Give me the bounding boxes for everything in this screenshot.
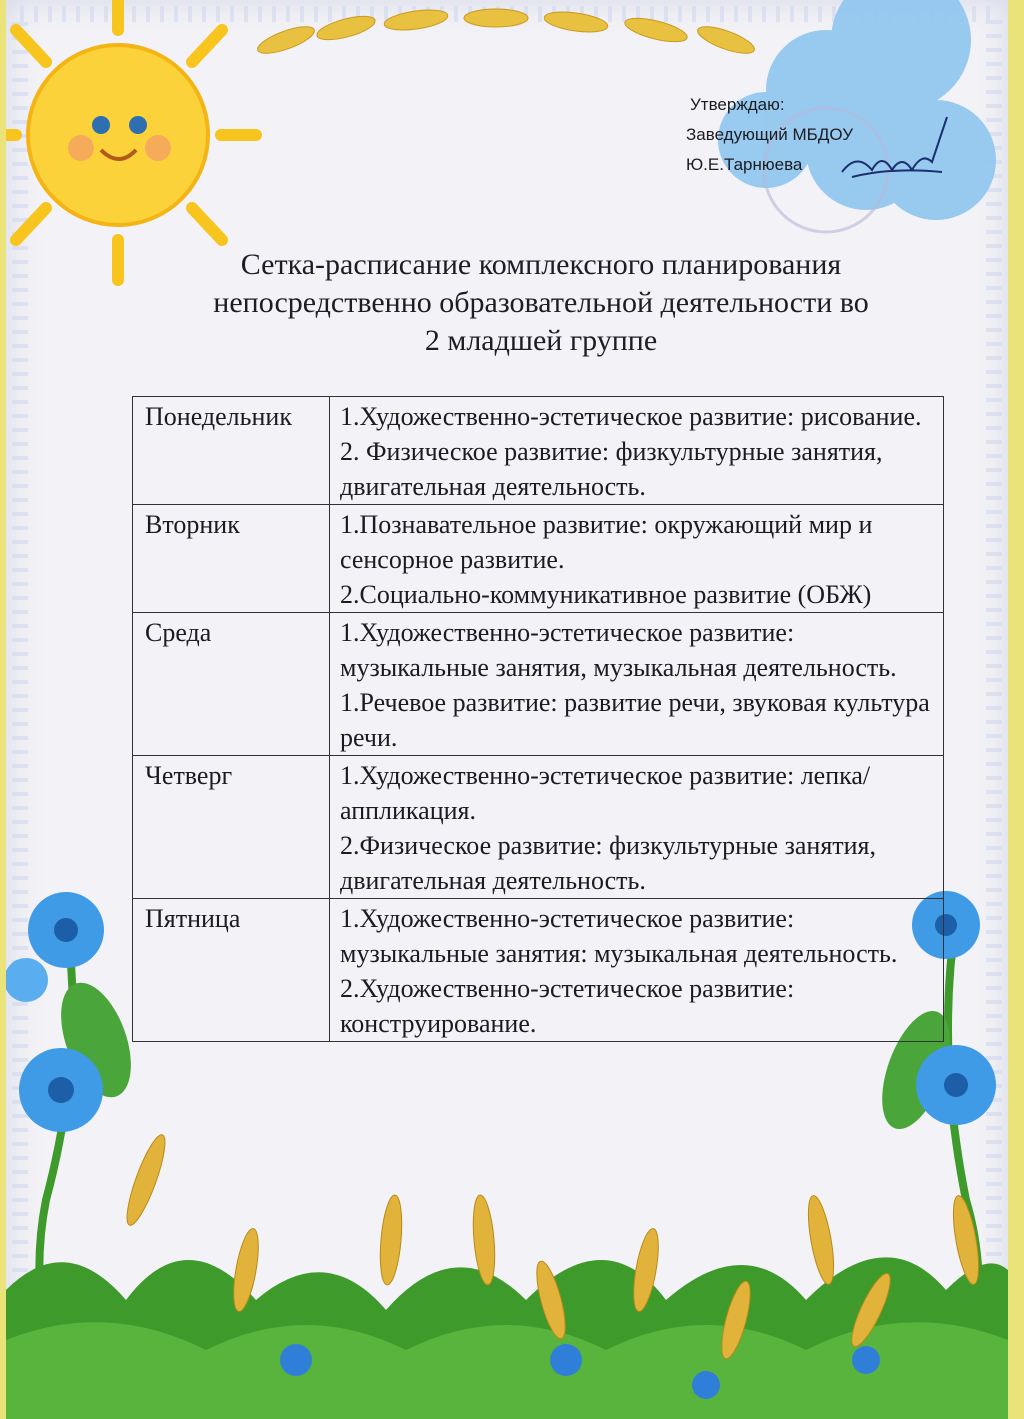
approval-label: Утверждаю: [690,95,785,114]
table-row [133,756,944,899]
lesson-item: 1.Художественно-эстетическое развитие: лепка/аппликация. [340,761,871,825]
day-cell: Понедельник [133,397,330,505]
schedule-table [132,396,944,1042]
table-row [133,899,944,1042]
sun-icon [6,0,256,280]
activities-cell [330,505,944,613]
table-row [133,505,944,613]
day-cell: Пятница [133,899,330,1042]
page-title [156,246,926,360]
table-row [133,613,944,756]
activities-cell [330,899,944,1042]
day-cell: Среда [133,613,330,756]
day-cell: Четверг [133,756,330,899]
activities-cell [330,397,944,505]
lesson-item: 1.Художественно-эстетическое развитие: рисование. [340,402,922,431]
day-cell: Вторник [133,505,330,613]
paper-sheet [6,0,1008,1419]
activities-cell [330,756,944,899]
lesson-item: 1.Художественно-эстетическое развитие: музыкальные занятия: музыкальная деятельность. [340,904,898,968]
title-line-3: 2 младшей группе [424,324,658,357]
approval-name: Ю.Е.Тарнюева [686,155,803,174]
approval-position: Заведующий МБДОУ [686,125,853,144]
activities-cell [330,613,944,756]
lesson-item: 1.Художественно-эстетическое развитие: музыкальные занятия, музыкальная деятельность. [340,618,897,682]
title-line-1: Сетка-расписание комплексного планирования [240,248,842,281]
signature-icon [832,112,952,192]
lesson-item: 2.Физическое развитие: физкультурные занятия, двигательная деятельность. [340,831,877,895]
lesson-item: 1.Речевое развитие: развитие речи, звуковая культура речи. [340,688,930,752]
lesson-item: 2.Социально-коммуникативное развитие (ОБЖ) [340,580,872,609]
table-row [133,397,944,505]
title-line-2: непосредственно образовательной деятельности во [213,286,869,319]
lesson-item: 2. Физическое развитие: физкультурные занятия, двигательная деятельность. [340,437,883,501]
lesson-item: 2.Художественно-эстетическое развитие: конструирование. [340,974,795,1038]
lesson-item: 1.Познавательное развитие: окружающий мир и сенсорное развитие. [340,510,873,574]
